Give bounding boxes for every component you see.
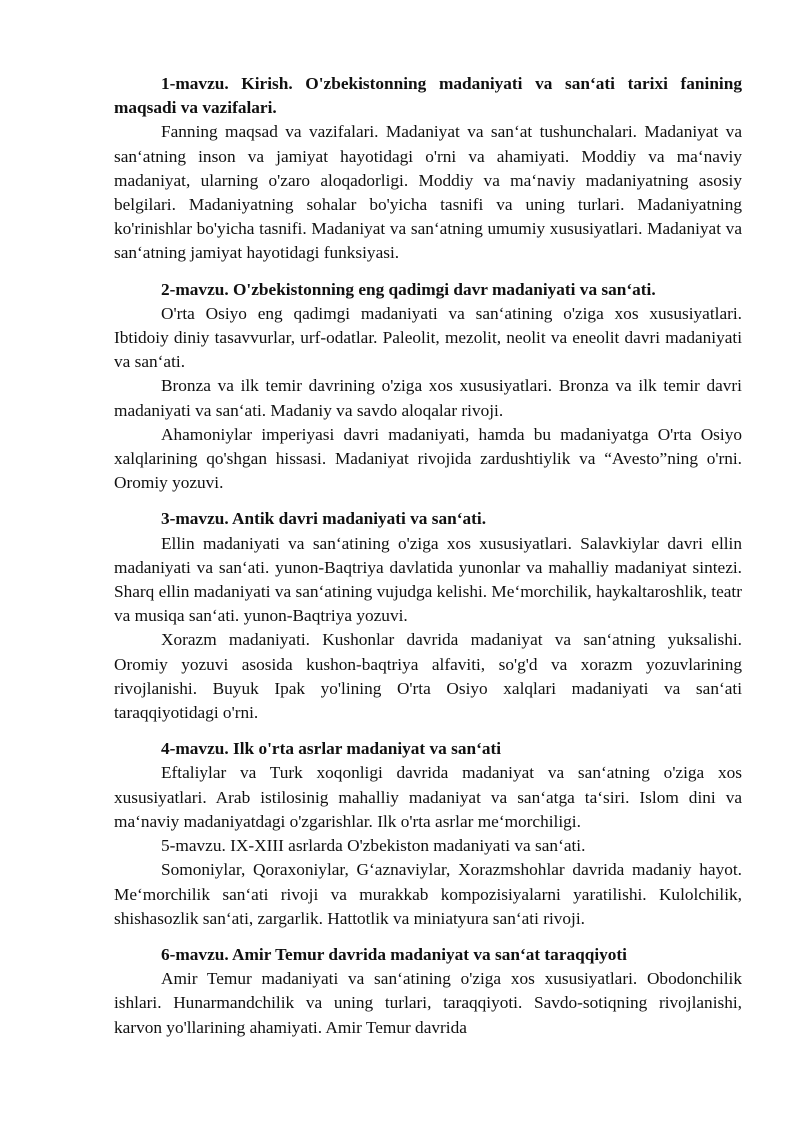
- topic-heading: 2-mavzu. O'zbekistonning eng qadimgi davr madaniyati va san‘ati.: [161, 279, 656, 299]
- body-paragraph: Ellin madaniyati va san‘atining o'ziga xos xususiyatlari. Salavkiylar davri ellin madaniyati va san‘ati. yunon-Baqtriya davlatida yunonlar va mahalliy madaniyat sintezi. Sharq ellin madaniyati va san‘atining vujudga kelishi. Me‘morchilik, haykaltaroshlik, teatr va musiqa san‘ati. yunon-Baqtriya yozuvi.: [114, 533, 742, 626]
- topic-heading: 4-mavzu. Ilk o'rta asrlar madaniyat va san‘ati: [161, 739, 502, 759]
- body-paragraph: Amir Temur madaniyati va san‘atining o'ziga xos xususiyatlari. Obodonchilik ishlari. Hunarmandchilik va uning turlari, taraqqiyoti. Savdo-sotiqning rivojlanishi, karvon yo'llarining ahamiyati. Amir Temur davrida: [114, 969, 742, 1037]
- body-paragraph: Fanning maqsad va vazifalari. Madaniyat va san‘at tushunchalari. Madaniyat va san‘atning inson va jamiyat hayotidagi o'rni va ahamiyati. Moddiy va ma‘naviy madaniyat, ularning o'zaro aloqadorligi. Moddiy va ma‘naviy madaniyatning asosiy belgilari. Madaniyatning sohalar bo'yicha tasnifi va uning turlari. Madaniyatning ko'rinishlar bo'yicha tasnifi. Madaniyat va san‘atning umumiy xususiyatlari. Madaniyat va san‘atning jamiyat hayotidagi funksiyasi.: [114, 122, 742, 263]
- document-page: [114, 72, 742, 1040]
- body-paragraph: Bronza va ilk temir davrining o'ziga xos xususiyatlari. Bronza va ilk temir davri madaniyati va san‘ati. Madaniy va savdo aloqalar rivoji.: [114, 376, 742, 420]
- body-paragraph: O'rta Osiyo eng qadimgi madaniyati va san‘atining o'ziga xos xususiyatlari. Ibtidoiy diniy tasavvurlar, urf-odatlar. Paleolit, mezolit, neolit va eneolit davri madaniyati va san‘ati.: [114, 303, 742, 372]
- body-paragraph: Somoniylar, Qoraxoniylar, G‘aznaviylar, Xorazmshohlar davrida madaniy hayot. Me‘morchilik san‘ati rivoji va murakkab kompozisiyalarni yaratilishi. Kulolchilik, shishasozlik san‘ati, zargarlik. Hattotlik va miniatyura san‘ati rivoji.: [114, 860, 742, 928]
- topic-heading: 6-mavzu. Amir Temur davrida madaniyat va san‘at taraqqiyoti: [161, 944, 627, 964]
- topic-heading: 1-mavzu. Kirish. O'zbekistonning madaniyati va san‘ati tarixi fanining maqsadi va vazifalari.: [114, 74, 742, 118]
- body-paragraph: Eftaliylar va Turk xoqonligi davrida madaniyat va san‘atning o'ziga xos xususiyatlari. Arab istilosinig mahalliy madaniyat va san‘atga ta‘siri. Islom dini va ma‘naviy madaniyatdagi o'zgarishlar. Ilk o'rta asrlar me‘morchiligi.: [114, 763, 742, 831]
- body-paragraph: Xorazm madaniyati. Kushonlar davrida madaniyat va san‘atning yuksalishi. Oromiy yozuvi asosida kushon-baqtriya alfaviti, so'g'd va xorazm yozuvlarining rivojlanishi. Buyuk Ipak yo'lining O'rta Osiyo xalqlari madaniyati va san‘ati taraqqiyotidagi o'rni.: [114, 630, 742, 723]
- body-paragraph: Ahamoniylar imperiyasi davri madaniyati, hamda bu madaniyatga O'rta Osiyo xalqlarining qo'shgan hissasi. Madaniyat rivojida zardushtiylik va “Avesto”ning o'rni. Oromiy yozuvi.: [114, 424, 742, 493]
- topic-heading: 3-mavzu. Antik davri madaniyati va san‘ati.: [161, 509, 487, 529]
- body-paragraph: 5-mavzu. IX-XIII asrlarda O'zbekiston madaniyati va san‘ati.: [161, 836, 586, 856]
